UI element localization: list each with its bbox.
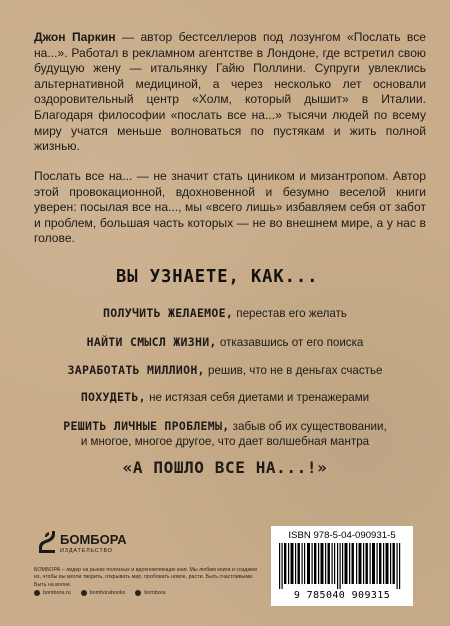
learn-heading: ВЫ УЗНАЕТЕ, КАК... xyxy=(116,266,319,287)
vk-icon xyxy=(135,590,141,596)
learn-item xyxy=(0,334,450,351)
bombora-logo-icon xyxy=(36,528,156,558)
learn-item xyxy=(0,418,450,435)
globe-icon xyxy=(34,590,40,596)
learn-item xyxy=(0,389,450,406)
social-label: bomborabooks xyxy=(89,590,126,596)
learn-item-key: НАЙТИ СМЫСЛ ЖИЗНИ, xyxy=(86,335,217,349)
author-bio-paragraph xyxy=(34,30,426,155)
learn-item-text: забыв об их существовании, xyxy=(229,420,387,433)
learn-more-text: и многое, многое другое, что дает волшебная мантра xyxy=(80,435,370,448)
learn-item-text: отказавшись от его поиска xyxy=(216,336,364,349)
publisher-socials xyxy=(34,590,264,596)
barcode-icon xyxy=(279,543,405,589)
learn-item-text: перестав его желать xyxy=(233,307,347,320)
learn-item-key: ПОЛУЧИТЬ ЖЕЛАЕМОЕ, xyxy=(103,306,234,320)
author-name: Джон Паркин xyxy=(34,30,116,44)
publisher-description: БОМБОРА – лидер на рынке полезных и вдохновляющих книг. Мы любим книги и создаем их, чтобы вы могли творить, открывать мир, пробовать новое, расти. Быть счастливыми. Быть на волне. xyxy=(34,567,257,588)
learn-item-key: ЗАРАБОТАТЬ МИЛЛИОН, xyxy=(67,363,205,377)
barcode-box xyxy=(271,526,413,606)
mantra: «А ПОШЛО ВСЕ НА...!» xyxy=(122,458,328,477)
learn-item-key: ПОХУДЕТЬ, xyxy=(80,390,146,404)
instagram-icon xyxy=(81,590,87,596)
social-item-vk[interactable] xyxy=(135,590,165,596)
social-label: bombora xyxy=(144,590,166,596)
logo-sub: ИЗДАТЕЛЬСТВО xyxy=(60,548,113,554)
barcode-digits: 9 785040 909315 xyxy=(293,590,391,601)
learn-item xyxy=(0,362,450,379)
learn-item-text: не истязая себя диетами и тренажерами xyxy=(145,391,370,404)
learn-item xyxy=(0,305,450,322)
social-label: bombora.ru xyxy=(43,590,71,596)
logo-name: БОМБОРА xyxy=(60,532,127,547)
publisher-logo xyxy=(36,528,156,558)
learn-item-text: решив, что не в деньгах счастье xyxy=(204,364,383,377)
social-item-books[interactable] xyxy=(81,590,126,596)
learn-item-key: РЕШИТЬ ЛИЧНЫЕ ПРОБЛЕМЫ, xyxy=(63,419,230,433)
social-item-site[interactable] xyxy=(34,590,71,596)
isbn-label: ISBN 978-5-04-090931-5 xyxy=(288,530,396,541)
author-bio-text: — автор бестселлеров под лозунгом «Послать все на...». Работал в рекламном агентстве в Лондоне, где встретил свою будущую жену — итальянку Гайю Поллини. Супруги увлеклись альтернативной медициной, а через несколько лет основали оздоровительный центр «Холм, который дышит» в Италии. Благодаря философии «послать все на...» тысячи людей по всему миру учатся меньше волноваться по пустякам и жить полной жизнью. xyxy=(34,30,426,154)
book-description-paragraph: Послать все на... — не значит стать циником и мизантропом. Автор этой провокационной, вдохновенной и безумно веселой книги уверен: посылая все на..., мы «всего лишь» избавляем себя от забот и проблем, большая часть которых — не во внешнем мире, а у нас в голове. xyxy=(34,169,426,246)
